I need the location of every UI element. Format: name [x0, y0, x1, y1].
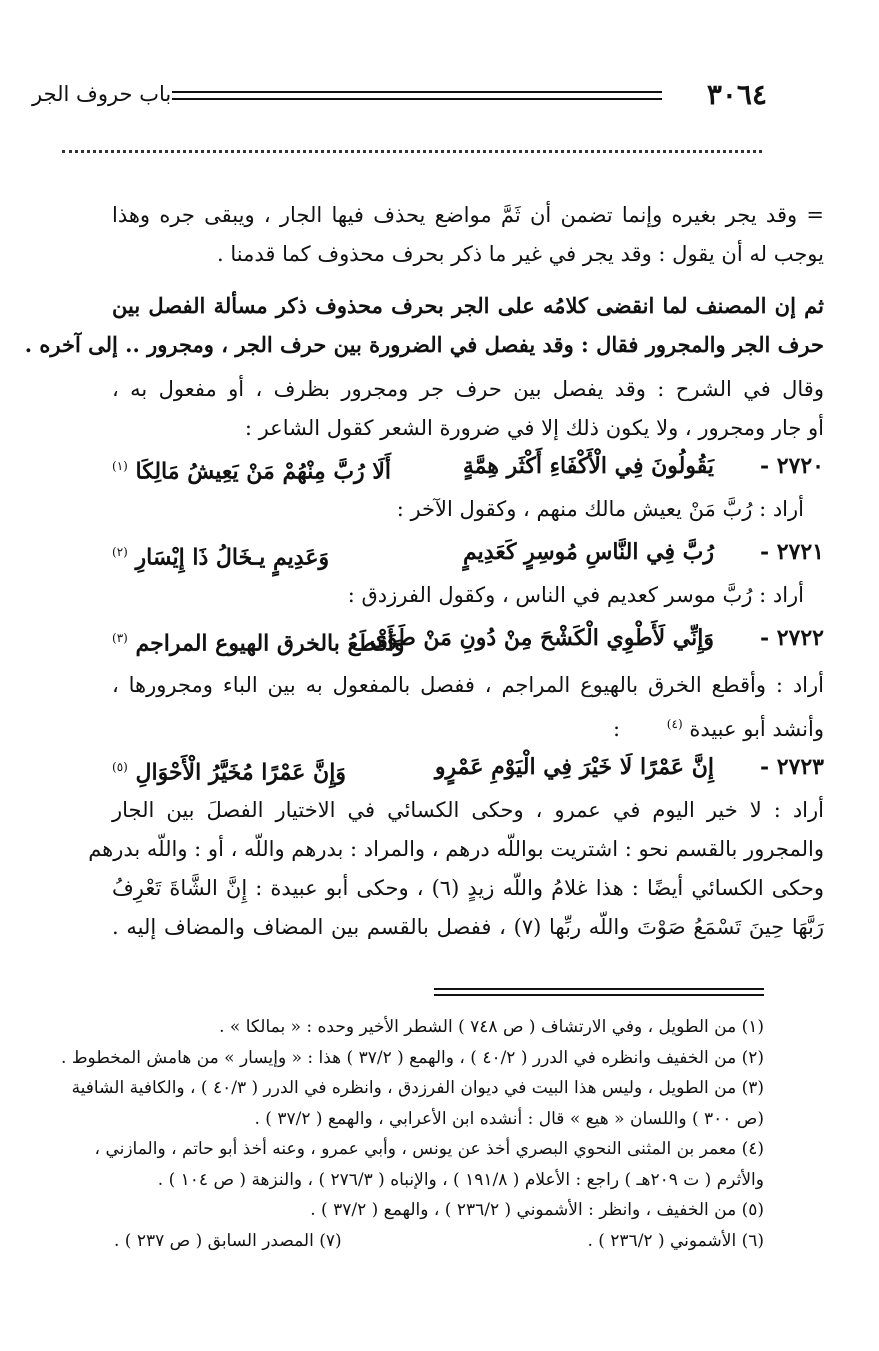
verse-second-hemistich-text: وَإِنَّ عَمْرًا مُخَيَّرُ الْأَحْوَالِ: [135, 759, 346, 786]
text-line: [112, 705, 824, 744]
text-line: رَبَّهَا حِينَ تَسْمَعُ صَوْتَ واللّه ربِّها (٧) ، ففصل بالقسم بين المضاف والمضاف إليه .: [112, 915, 824, 939]
verse-number: ٢٧٢٢ -: [759, 625, 824, 651]
verse-2723: [112, 744, 824, 791]
verse-second-hemistich-text: وَعَدِيمٍ يـخَالُ ذَا إِيْسَارِ: [135, 544, 330, 571]
verse-2721: [112, 529, 824, 576]
text-line: وحكى الكسائي أيضًا : هذا غلامُ واللّه زيدٍ (٦) ، وحكى أبو عبيدة : إِنَّ الشَّاةَ تَعْرِفُ: [112, 876, 824, 900]
footnote-ref: (٥): [112, 760, 128, 774]
page-header: [32, 78, 767, 116]
verse-second-hemistich: [112, 447, 391, 491]
header-double-rule: [172, 91, 662, 100]
verse-second-hemistich-text: أَلَا رُبَّ مِنْهُمْ مَنْ يَعِيشُ مَالِكَا: [135, 458, 391, 485]
footnote-line: والأثرم ( ت ٢٠٩هـ ) راجع : الأعلام ( ١٩١/٨ ) ، والإنباه ( ٢٧٦/٣ ) ، والنزهة ( ص ١٠٤ ) .: [157, 1169, 764, 1190]
text-line: أو جار ومجرور ، ولا يكون ذلك إلا في ضرورة الشعر كقول الشاعر :: [244, 416, 824, 440]
verse-first-hemistich: يَقُولُونَ فِي الْأَكْفَاءِ أَكْثَر هِمَّةٍ: [462, 453, 714, 479]
verse-number: ٢٧٢١ -: [759, 539, 824, 565]
footnote-line: (٤) معمر بن المثنى النحوي البصري أخذ عن يونس ، وأبي عمرو ، وعنه أخذ أبو حاتم ، والمازني ،: [94, 1139, 764, 1159]
footnote-line: (٢) من الخفيف وانظره في الدرر ( ٤٠/٢ ) ، والهمع ( ٣٧/٢ ) هذا : « وإيسار » من هامش المخطوط .: [61, 1047, 764, 1068]
text-segment: :: [613, 717, 621, 741]
text-line: والمجرور بالقسم نحو : اشتريت بواللّه درهم ، والمراد : بدرهم واللّه ، أو : واللّه بدرهم: [88, 837, 824, 861]
text-line: حرف الجر والمجرور فقال : وقد يفصل في الضرورة بين حرف الجر ، ومجرور .. إلى آخره .: [24, 332, 824, 357]
footnote-separator: [434, 988, 764, 996]
text-line: يوجب له أن يقول : وقد يجر في غير ما ذكر بحرف محذوف كما قدمنا .: [217, 242, 824, 266]
text-line: ثم إن المصنف لما انقضى كلامُه على الجر بحرف محذوف ذكر مسألة الفصل بين: [112, 293, 824, 318]
footnote-line: (١) من الطويل ، وفي الارتشاف ( ص ٧٤٨ ) الشطر الأخير وحده : « بمالكا » .: [219, 1017, 764, 1037]
verse-second-hemistich: [112, 748, 346, 792]
text-line: أراد : رُبَّ مَنْ يعيش مالك منهم ، وكقول الآخر :: [396, 497, 804, 521]
footnote-line: (٣) من الطويل ، وليس هذا البيت في ديوان الفرزدق ، وانظره في الدرر ( ٤٠/٣ ) ، والكافية الشافية: [71, 1078, 764, 1098]
verse-second-hemistich-text: وَأَقْطَعُ بالخرق الهيوع المراجم: [135, 630, 405, 657]
verse-first-hemistich: إِنَّ عَمْرًا لَا خَيْرَ فِي الْيَوْمِ عَمْرٍو: [434, 754, 714, 780]
footnote-line: (ص ٣٠٠ ) واللسان « هيع » قال : أنشده ابن الأعرابي ، والهمع ( ٣٧/٢ ) .: [254, 1108, 764, 1129]
verse-2720: [112, 443, 824, 490]
footnote-line: (٥) من الخفيف ، وانظر : الأشموني ( ٢٣٦/٢ ) ، والهمع ( ٣٧/٢ ) .: [310, 1200, 764, 1220]
verse-number: ٢٧٢٣ -: [759, 754, 824, 780]
footnote-7: (٧) المصدر السابق ( ص ٢٣٧ ) .: [114, 1230, 342, 1251]
running-title: باب حروف الجر: [32, 82, 172, 106]
text-line: أراد : رُبَّ موسر كعديم في الناس ، وكقول الفرزدق :: [347, 583, 804, 607]
verse-number: ٢٧٢٠ -: [759, 453, 824, 479]
text-line: = وقد يجر بغيره وإنما تضمن أن ثَمَّ مواضع يحذف فيها الجار ، ويبقى جره وهذا: [112, 203, 824, 227]
page-number: ٣٠٦٤: [706, 78, 767, 111]
verse-2722: [112, 615, 824, 662]
footnote-ref: (١): [112, 459, 128, 473]
footnotes: [61, 1012, 764, 1256]
main-text: [24, 196, 824, 947]
verse-first-hemistich: رُبَّ فِي النَّاسِ مُوسِرٍ كَعَدِيمٍ: [463, 539, 714, 565]
footnote-6: (٦) الأشموني ( ٢٣٦/٢ ) .: [587, 1230, 764, 1251]
verse-first-hemistich: وَإِنِّي لَأَطْوِي الْكَشْحَ مِنْ دُونِ مَنْ طَوَى: [369, 625, 714, 651]
text-line: أراد : وأقطع الخرق بالهيوع المراجم ، ففصل بالمفعول به بين الباء ومجرورها ،: [112, 673, 824, 697]
footnote-ref: (٢): [112, 545, 128, 559]
verse-second-hemistich: [112, 533, 329, 577]
footnote-ref: (٤): [666, 717, 683, 731]
text-line: وقال في الشرح : وقد يفصل بين حرف جر ومجرور بظرف ، أو مفعول به ،: [112, 377, 824, 401]
footnote-ref: (٣): [112, 631, 128, 645]
text-line: أراد : لا خير اليوم في عمرو ، وحكى الكسائي في الاختيار الفصلَ بين الجار: [112, 798, 824, 822]
text-segment: وأنشد أبو عبيدة: [689, 717, 824, 741]
footnote-line: [114, 1226, 764, 1257]
dotted-separator: [62, 150, 762, 157]
verse-second-hemistich: [112, 619, 405, 663]
